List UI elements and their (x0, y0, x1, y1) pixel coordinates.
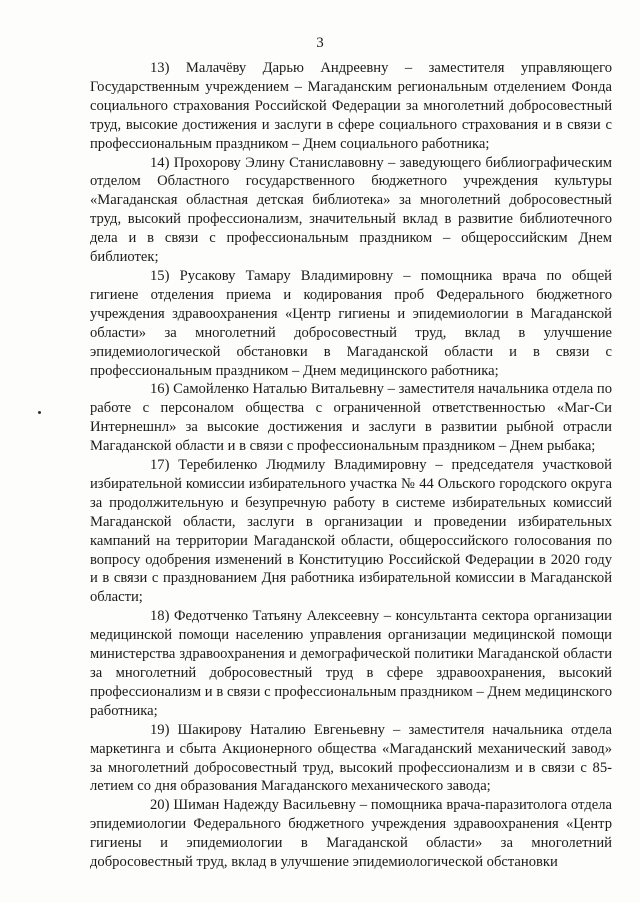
award-item-14: 14) Прохорову Элину Станиславовну – заведующего библиографическим отделом Областного государственного бюджетного учреждения культуры «Магаданская областная детская библиотека» за многолетний добросовестный труд, высокий профессионализм, значительный вклад в развитие библиотечного дела и в связи с профессиональным праздником – общероссийским Днем библиотек; (90, 154, 612, 266)
award-item-17: 17) Теребиленко Людмилу Владимировну – председателя участковой избирательной комиссии избирательного участка № 44 Ольского городского округа за продолжительную и безупречную работу в системе избирательных комиссий Магаданской области, заслуги в организации и проведении избирательных кампаний на территории Магаданской области, общероссийского голосования по вопросу одобрения изменений в Конституцию Российской Федерации в 2020 году и в связи с празднованием Дня работника избирательной комиссии в Магаданской области; (90, 457, 612, 606)
award-item-16: 16) Самойленко Наталью Витальевну – заместителя начальника отдела по работе с персоналом общества с ограниченной ответственностью «Маг-Си Интернешнл» за высокие достижения и заслуги в развитии рыбной отрасли Магаданской области и в связи с профессиональным праздником – Днем рыбака; (90, 381, 612, 455)
scan-artifact-dot (38, 411, 41, 414)
award-item-13: 13) Малачёву Дарью Андреевну – заместителя управляющего Государственным учреждением – Магаданским региональным отделением Фонда социального страхования Российской Федерации за многолетний добросовестный труд, высокие достижения и заслуги в сфере социального страхования и в связи с профессиональным праздником – Днем социального работника; (90, 60, 612, 152)
page-number: 3 (316, 35, 324, 51)
award-item-18: 18) Федотченко Татьяну Алексеевну – консультанта сектора организации медицинской помощи населению управления организации медицинской помощи министерства здравоохранения и демографической политики Магаданской области за многолетний добросовестный труд в сфере здравоохранения, высокий профессионализм и в связи с профессиональным праздником – Днем медицинского работника; (90, 608, 612, 719)
award-item-15: 15) Русакову Тамару Владимировну – помощника врача по общей гигиене отделения приема и кодирования проб Федерального бюджетного учреждения здравоохранения «Центр гигиены и эпидемиологии в Магаданской области» за многолетний добросовестный труд, вклад в улучшение эпидемиологической обстановки в Магаданской области и в связи с профессиональным праздником – Днем медицинского работника; (90, 267, 612, 379)
award-item-19: 19) Шакирову Наталию Евгеньевну – заместителя начальника отдела маркетинга и сбыта Акционерного общества «Магаданский механический завод» за многолетний добросовестный труд, высокий профессионализм и в связи с 85-летием со дня образования Магаданского механического завода; (90, 721, 612, 795)
document-body (90, 59, 612, 872)
award-item-20: 20) Шиман Надежду Васильевну – помощника врача-паразитолога отдела эпидемиологии Федерального бюджетного учреждения здравоохранения «Центр гигиены и эпидемиологии в Магаданской области» за многолетний добросовестный труд, вклад в улучшение эпидемиологической обстановки (90, 797, 612, 871)
